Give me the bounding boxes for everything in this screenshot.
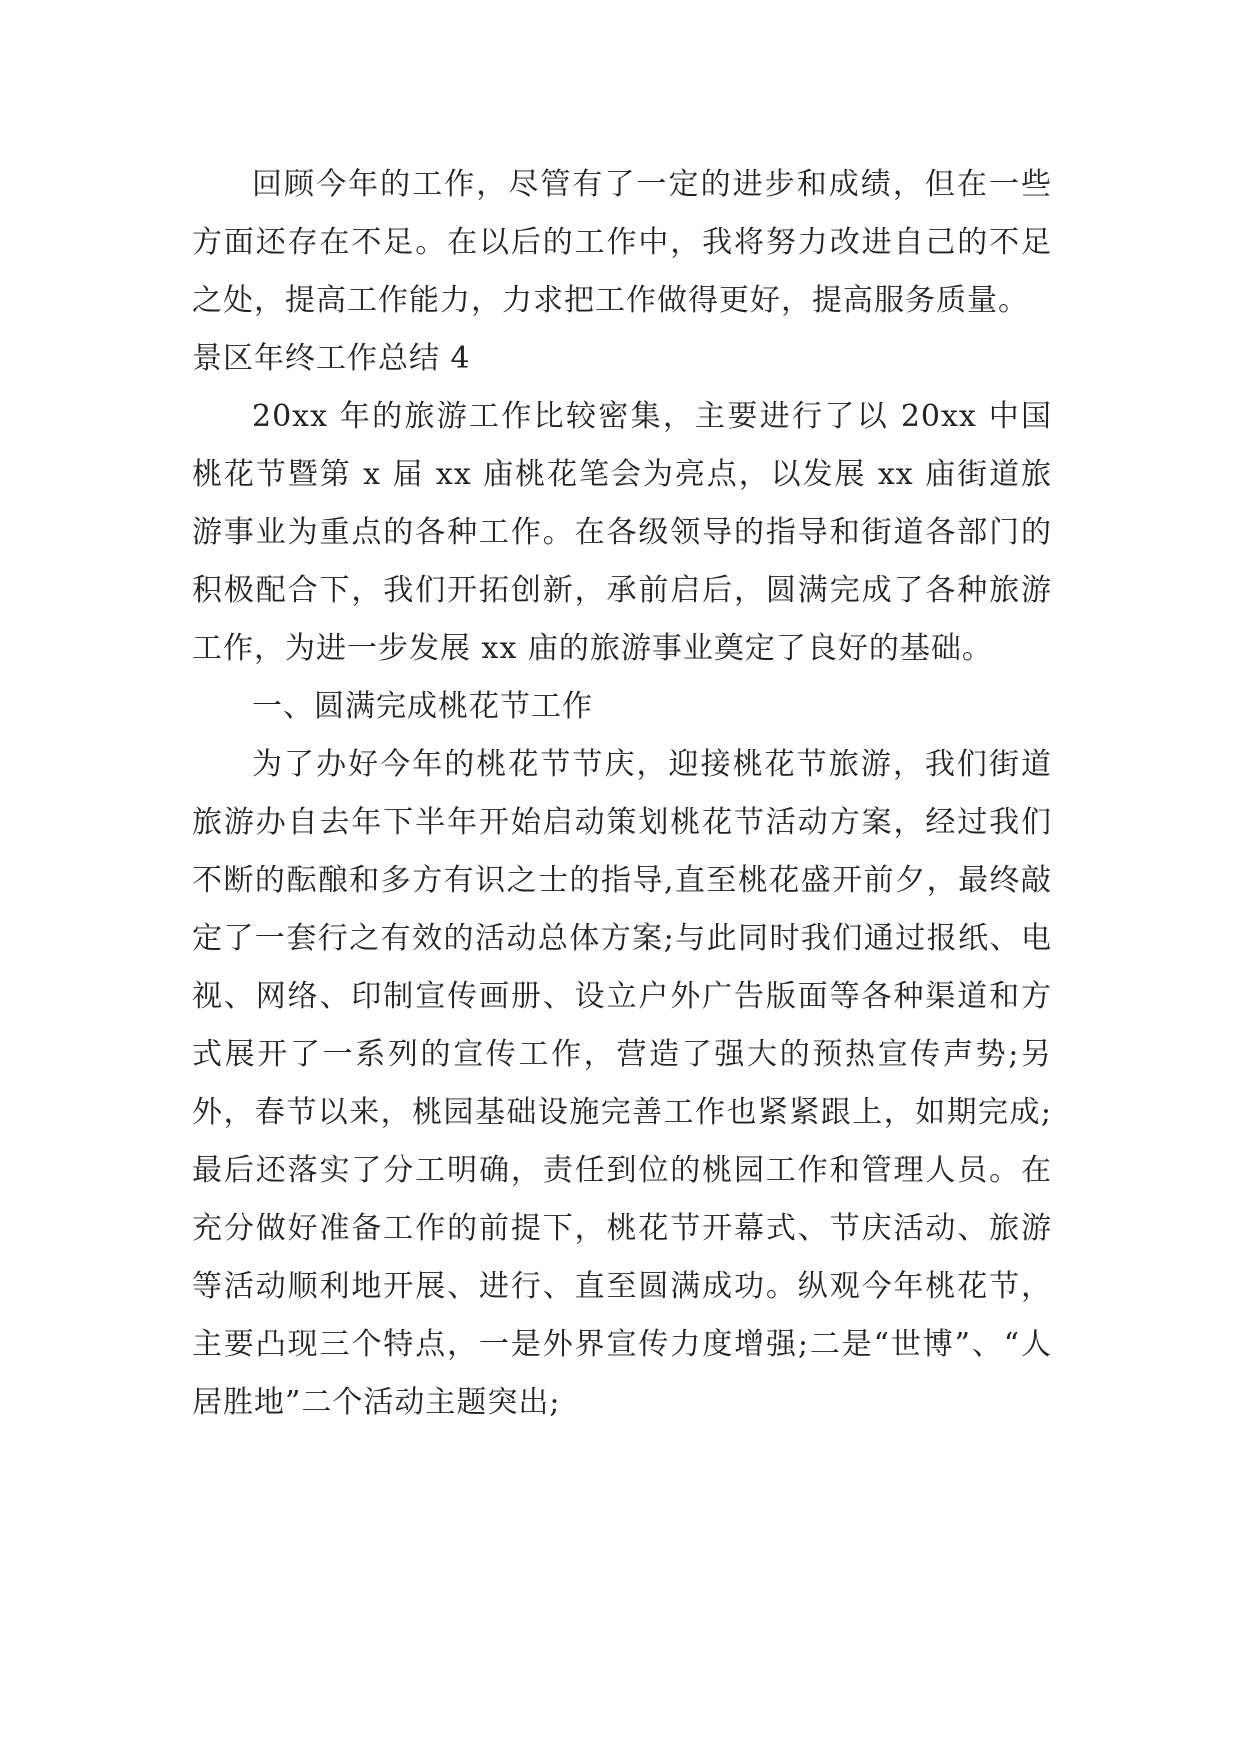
subsection-heading: 一、圆满完成桃花节工作	[252, 689, 593, 724]
subsection-paragraph: 为了办好今年的桃花节节庆，迎接桃花节旅游，我们街道旅游办自去年下半年开始启动策划桃花节活动方案，经过我们不断的酝酿和多方有识之士的指导,直至桃花盛开前夕，最终敲定了一套行之有效的活动总体方案;与此同时我们通过报纸、电视、网络、印制宣传画册、设立户外广告版面等各种渠道和方式展开了一系列的宣传工作，营造了强大的预热宣传声势;另外，春节以来，桃园基础设施完善工作也紧紧跟上，如期完成;最后还落实了分工明确，责任到位的桃园工作和管理人员。在充分做好准备工作的前提下，桃花节开幕式、节庆活动、旅游等活动顺利地开展、进行、直至圆满成功。纵观今年桃花节，主要凸现三个特点，一是外界宣传力度增强;二是“世博”、“人居胜地”二个活动主题突出;	[192, 747, 1052, 1420]
section-title: 景区年终工作总结 4	[192, 341, 471, 376]
document-body	[192, 156, 1052, 1432]
intro-paragraph: 20xx 年的旅游工作比较密集，主要进行了以 20xx 中国桃花节暨第 x 届 xx 庙桃花笔会为亮点，以发展 xx 庙街道旅游事业为重点的各种工作。在各级领导的指导和街道各部门的积极配合下，我们开拓创新，承前启后，圆满完成了各种旅游工作，为进一步发展 xx 庙的旅游事业奠定了良好的基础。	[192, 399, 1052, 666]
closing-paragraph: 回顾今年的工作，尽管有了一定的进步和成绩，但在一些方面还存在不足。在以后的工作中，我将努力改进自己的不足之处，提高工作能力，力求把工作做得更好，提高服务质量。	[192, 167, 1052, 318]
